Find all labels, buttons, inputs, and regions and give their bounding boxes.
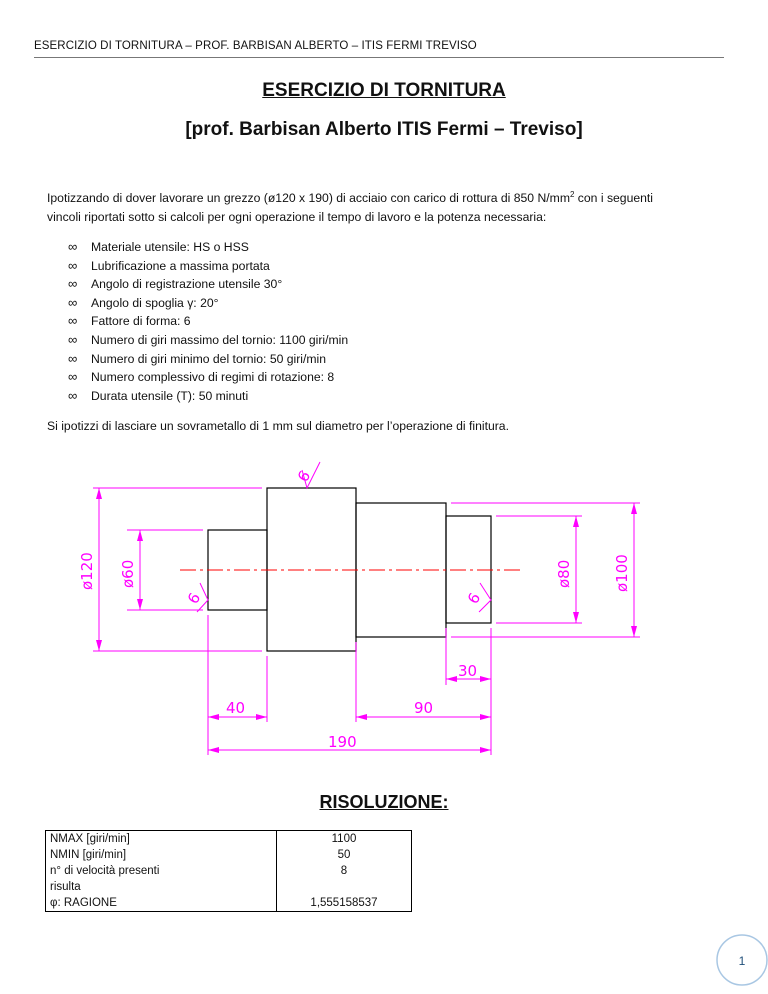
infinity-bullet-icon: ∞ [68, 294, 78, 310]
table-cell-value: 1100 [277, 831, 412, 848]
infinity-bullet-icon: ∞ [68, 350, 78, 366]
table-row [46, 895, 412, 912]
intro-text-a: Ipotizzando di dover lavorare un grezzo (ø120 x 190) di acciaio con carico di rottura di 850 N/mm [47, 191, 570, 206]
dim-label-d80: ø80 [555, 559, 573, 588]
infinity-bullet-icon: ∞ [68, 331, 78, 347]
list-item-text: Angolo di spoglia γ: 20° [91, 295, 219, 310]
table-cell-label: risulta [46, 879, 277, 895]
infinity-bullet-icon: ∞ [68, 313, 78, 329]
document-title: ESERCIZIO DI TORNITURA [262, 80, 506, 101]
table-cell-label: n° di velocità presenti [46, 863, 277, 879]
table-cell-value: 1,555158537 [277, 895, 412, 912]
list-item-text: Numero di giri minimo del tornio: 50 giri/min [91, 351, 327, 366]
table-cell-label: φ: RAGIONE [46, 895, 277, 912]
infinity-bullet-icon: ∞ [68, 239, 78, 254]
solution-title: RISOLUZIONE: [319, 792, 449, 812]
dim-label-d60: ø60 [119, 559, 137, 588]
dim-label-90: 90 [414, 699, 434, 717]
dim-label-d120: ø120 [78, 552, 96, 590]
infinity-bullet-icon: ∞ [68, 369, 78, 385]
parameters-table [45, 830, 412, 912]
table-cell-value [277, 879, 412, 895]
roughness-symbols [197, 462, 491, 612]
document-subtitle: [prof. Barbisan Alberto ITIS Fermi – Treviso] [185, 119, 583, 140]
table-cell-value: 50 [277, 847, 412, 863]
list-item-text: Numero di giri massimo del tornio: 1100 giri/min [91, 332, 349, 347]
list-item-text: Fattore di forma: 6 [91, 314, 191, 329]
dim-label-190: 190 [328, 733, 357, 751]
roughness-value: 6 [293, 467, 315, 485]
intro-text-line2: vincoli riportati sotto si calcoli per ogni operazione il tempo di lavoro e la potenza necessaria: [47, 210, 547, 225]
table-row [46, 879, 412, 895]
dimension-arrows [96, 488, 637, 753]
dim-label-30: 30 [458, 662, 478, 680]
dim-label-40: 40 [226, 699, 246, 717]
infinity-bullet-icon: ∞ [68, 387, 78, 403]
infinity-bullet-icon: ∞ [68, 257, 78, 273]
machining-note: Si ipotizzi di lasciare un sovrametallo di 1 mm sul diametro per l’operazione di finitura. [47, 419, 509, 433]
table-row [46, 831, 412, 848]
list-item-text: Lubrificazione a massima portata [91, 258, 270, 273]
list-item-text: Materiale utensile: HS o HSS [91, 240, 249, 254]
table-row [46, 863, 412, 879]
dim-label-d100: ø100 [613, 554, 631, 592]
table-cell-label: NMAX [giri/min] [46, 831, 277, 848]
page-number-badge [712, 930, 768, 990]
list-item-text: Angolo di registrazione utensile 30° [91, 277, 283, 292]
list-item-text: Durata utensile (T): 50 minuti [91, 388, 249, 403]
intro-superscript: 2 [569, 190, 575, 199]
page-number: 1 [738, 954, 746, 968]
page-header: ESERCIZIO DI TORNITURA – PROF. BARBISAN ALBERTO – ITIS FERMI TREVISO [34, 40, 477, 52]
roughness-value: 6 [183, 589, 205, 607]
roughness-value: 6 [463, 589, 485, 607]
table-cell-label: NMIN [giri/min] [46, 847, 277, 863]
list-item-text: Numero complessivo di regimi di rotazione: 8 [91, 370, 335, 385]
intro-text-b: con i seguenti [574, 191, 654, 206]
infinity-bullet-icon: ∞ [68, 276, 78, 292]
table-row [46, 847, 412, 863]
table-cell-value: 8 [277, 863, 412, 879]
